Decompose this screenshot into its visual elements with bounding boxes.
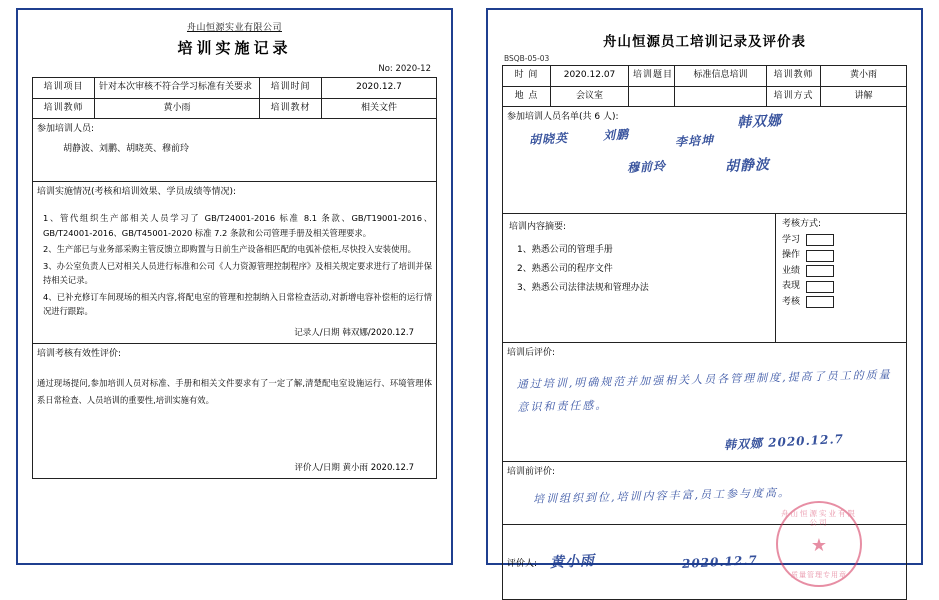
checkbox[interactable]	[806, 250, 834, 262]
attendees-names: 胡静波、刘鹏、胡晓英、穆前玲	[63, 144, 190, 155]
time-value: 2020.12.7	[322, 78, 437, 99]
teacher-label: 培训教师	[33, 98, 95, 119]
assessment-method-column	[776, 214, 906, 342]
topic-label: 培训题目	[629, 66, 675, 87]
situation-items	[37, 211, 432, 319]
content-label: 培训内容摘要:	[509, 222, 567, 232]
assessment-option-row[interactable]	[782, 249, 900, 263]
form-code: BSQB-05-03	[504, 54, 550, 63]
company-name-left: 舟山恒源实业有限公司	[186, 23, 282, 33]
time-label: 培训时间	[260, 78, 322, 99]
table-row	[503, 66, 907, 87]
post-eval-row	[503, 343, 907, 462]
situation-item: 3、办公室负责人已对相关人员进行标准和公司《人力资源管理控制程序》及相关规定要求进行了培训并保持相关记录。	[43, 260, 432, 286]
teacher-value: 黄小雨	[821, 66, 907, 87]
validity-text: 通过现场提问,参加培训人员对标准、手册和相关文件要求有了一定了解,清楚配电室设施运行、环境管理体系日常检查、人员培训的重要性,培训实施有效。	[37, 378, 432, 405]
situation-cell	[33, 182, 437, 344]
material-label: 培训教材	[260, 98, 322, 119]
assessment-label: 考核方式:	[782, 219, 822, 229]
evaluator-signature: 黄小雨	[549, 552, 596, 571]
attendee-list-label: 参加培训人员名单(共 6 人):	[507, 112, 619, 122]
assessment-option-label: 学习	[782, 234, 801, 245]
checkbox[interactable]	[806, 296, 834, 308]
training-content-column	[503, 214, 776, 342]
content-summary-cell	[503, 214, 907, 343]
assessment-option-row[interactable]	[782, 265, 900, 279]
time-value: 2020.12.07	[551, 66, 629, 87]
right-document-title: 舟山恒源员工培训记录及评价表	[603, 34, 806, 50]
signature: 李培坤	[674, 133, 715, 150]
attendee-list-cell	[503, 107, 907, 214]
situation-item: 1、管代组织生产部相关人员学习了 GB/T24001-2016 标准 8.1 条款、GB/T19001-2016、GB/T24001-2016、GB/T45001-2020 标准 7.2 条款和公司管理手册及相关管理要求。	[43, 213, 432, 238]
checkbox-checked[interactable]	[806, 234, 834, 246]
situation-item: 2、生产部已与业务部采购主管反馈立即购置与日前生产设备相匹配的电弧补偿柜,尽快投入安装使用。	[43, 244, 416, 255]
table-row	[33, 78, 437, 99]
situation-row	[33, 182, 437, 344]
time-label: 时 间	[503, 66, 551, 87]
evaluator-label: 评价人:	[507, 558, 538, 569]
topic-value-merge2	[675, 86, 767, 107]
stamp-bottom-text: 质量管理专用章	[791, 570, 847, 579]
post-eval-handwriting: 通过培训,明确规范并加强相关人员各管理制度,提高了员工的质量意识和责任感。	[516, 368, 892, 415]
pre-eval-handwriting: 培训组织到位,培训内容丰富,员工参与度高。	[532, 486, 792, 507]
validity-row	[33, 343, 437, 478]
teacher-value: 黄小雨	[95, 98, 260, 119]
content-item: 1、熟悉公司的管理手册	[517, 244, 613, 255]
place-value: 会议室	[551, 86, 629, 107]
situation-label: 培训实施情况(考核和培训效果、学员成绩等情况):	[37, 187, 237, 197]
method-value: 讲解	[821, 86, 907, 107]
assessment-option-row[interactable]	[782, 280, 900, 294]
assessment-option-label: 操作	[782, 250, 801, 260]
signature: 胡晓英	[528, 131, 569, 148]
recorder-line: 记录人/日期 韩双娜/2020.12.7	[294, 328, 414, 338]
table-row	[503, 86, 907, 107]
checkbox[interactable]	[806, 265, 834, 277]
star-icon: ★	[810, 535, 828, 556]
assessment-option-label: 业绩	[782, 265, 801, 276]
signature: 刘鹏	[602, 127, 630, 144]
attendees-label: 参加培训人员:	[37, 124, 95, 134]
left-header-table	[32, 77, 437, 479]
method-label: 培训方式	[767, 86, 821, 107]
stamp-top-text: 舟山恒源实业有限公司	[781, 509, 857, 527]
training-implementation-record-document	[16, 8, 453, 565]
post-eval-label: 培训后评价:	[507, 348, 556, 358]
assessment-option-label: 表现	[782, 281, 801, 291]
attendee-list-row	[503, 107, 907, 214]
right-header-table	[502, 65, 907, 600]
attendees-cell	[33, 119, 437, 182]
left-document-title: 培训实施记录	[177, 39, 292, 57]
post-eval-cell	[503, 343, 907, 462]
material-value: 相关文件	[322, 98, 437, 119]
content-item: 2、熟悉公司的程序文件	[517, 263, 613, 274]
signature: 穆前玲	[626, 159, 667, 176]
topic-value-merge	[629, 86, 675, 107]
evaluator-row	[503, 525, 907, 600]
checkbox[interactable]	[806, 281, 834, 293]
company-seal-stamp	[776, 501, 862, 587]
assessment-option-row[interactable]	[782, 234, 900, 248]
assessment-option-row[interactable]	[782, 296, 900, 310]
evaluator-date: 2020.12.7	[681, 552, 758, 571]
evaluator-line: 评价人/日期 黄小雨 2020.12.7	[294, 463, 414, 474]
content-summary-row	[503, 214, 907, 343]
table-row	[33, 98, 437, 119]
left-document-number: No: 2020-12	[378, 64, 431, 74]
project-value: 针对本次审核不符合学习标准有关要求	[95, 78, 260, 99]
employee-training-record-and-evaluation-document	[486, 8, 923, 579]
attendees-row	[33, 119, 437, 182]
signature: 韩双娜	[736, 113, 783, 132]
content-item: 3、熟悉公司法律法规和管理办法	[517, 282, 649, 293]
situation-item: 4、已补充修订车间现场的相关内容,将配电室的管理和控制纳入日常检查活动,对新增电容补偿柜的运行情况进行跟踪。	[43, 291, 432, 317]
pre-eval-label: 培训前评价:	[507, 467, 556, 477]
place-label: 地 点	[503, 86, 551, 107]
project-label: 培训项目	[33, 78, 95, 99]
topic-value: 标准信息培训	[675, 66, 767, 87]
validity-label: 培训考核有效性评价:	[37, 348, 122, 359]
signature: 胡静波	[724, 157, 771, 176]
evaluator-cell	[503, 509, 907, 600]
assessment-option-label: 考核	[782, 296, 801, 307]
post-eval-signature: 韩双娜 2020.12.7	[723, 431, 845, 452]
validity-cell	[33, 343, 437, 478]
teacher-label: 培训教师	[767, 66, 821, 87]
